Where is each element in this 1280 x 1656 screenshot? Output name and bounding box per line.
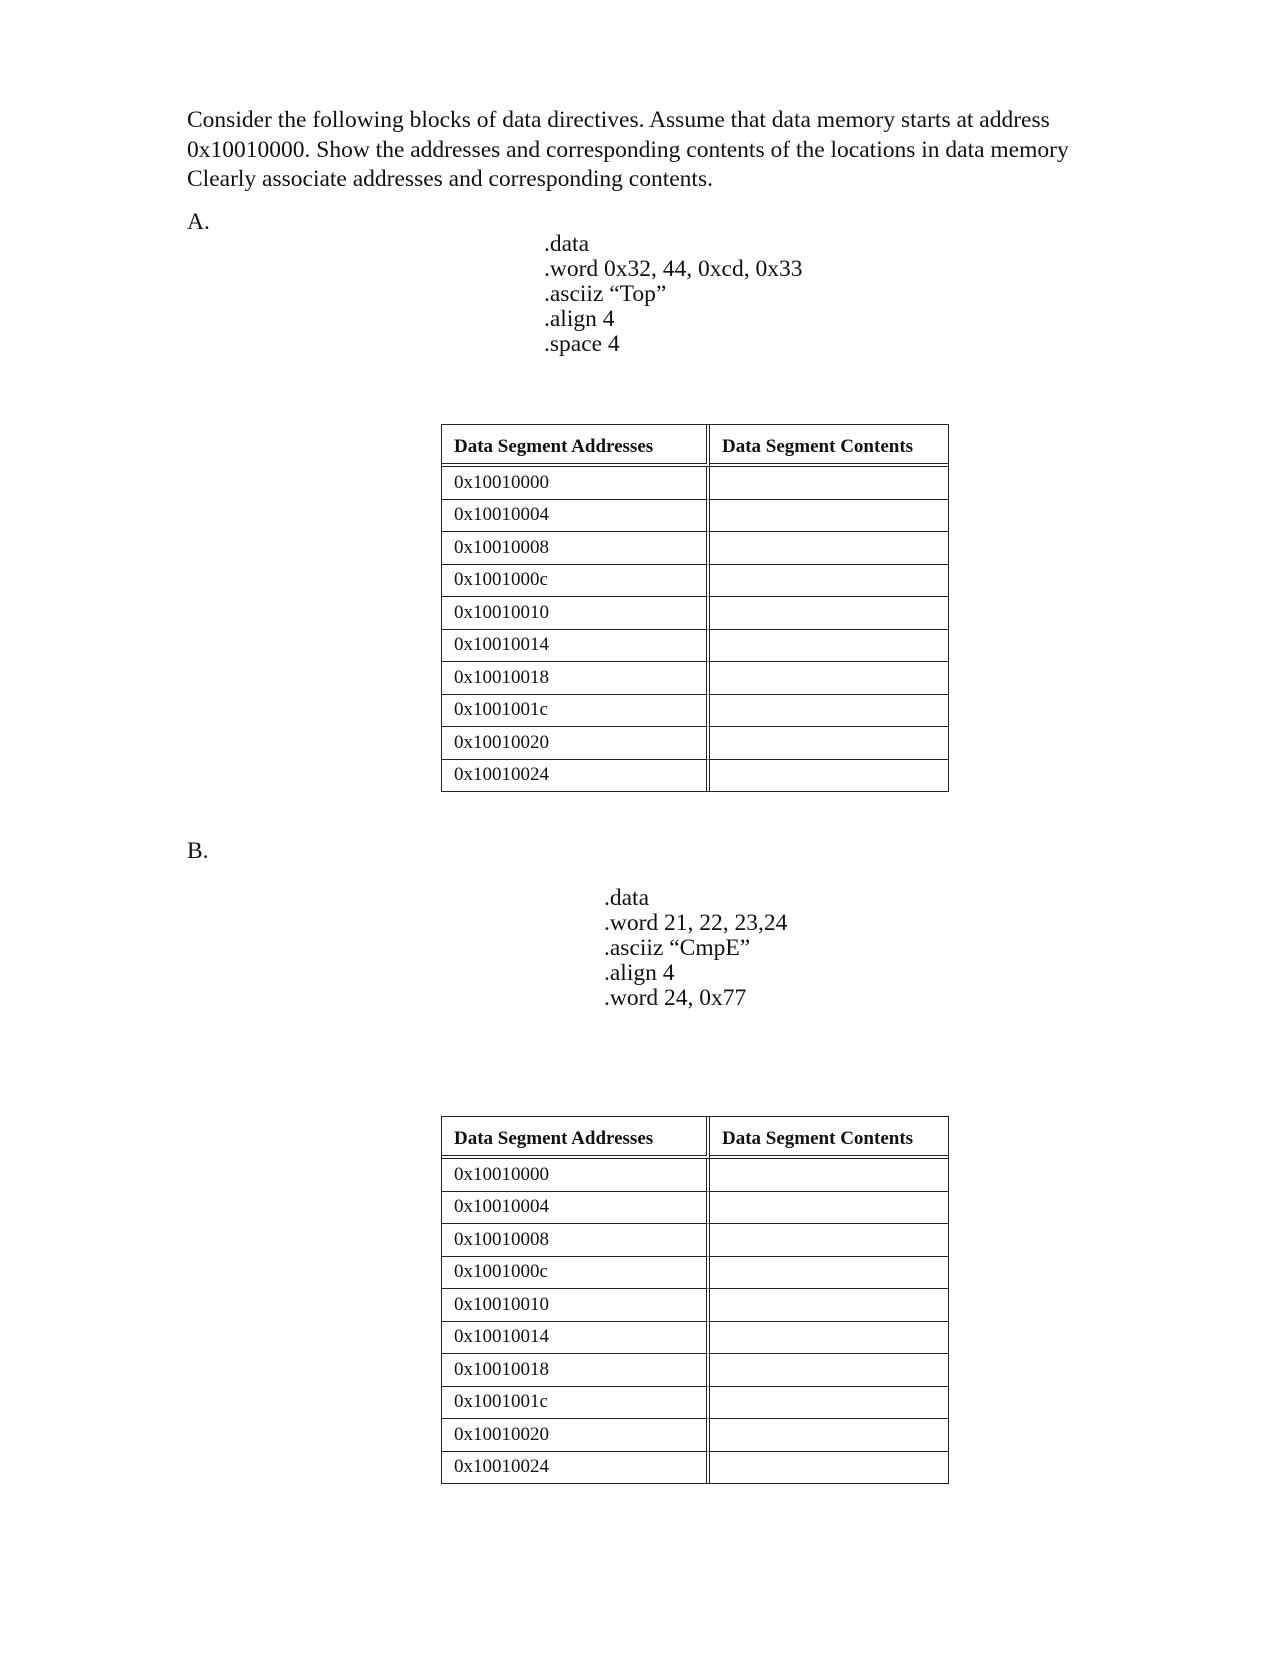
table-row [442, 565, 948, 598]
part-b-memory-table [441, 1116, 949, 1484]
code-line: .word 0x32, 44, 0xcd, 0x33 [544, 256, 803, 282]
address-cell: 0x10010024 [442, 760, 710, 792]
contents-cell[interactable] [710, 1289, 948, 1322]
table-row [442, 532, 948, 565]
table-row [442, 1289, 948, 1322]
code-line: .data [604, 885, 650, 911]
table-row [442, 630, 948, 663]
contents-cell[interactable] [710, 1322, 948, 1355]
table-header-row [442, 1117, 948, 1159]
contents-cell[interactable] [710, 760, 948, 792]
code-line: .asciiz “Top” [544, 281, 667, 307]
address-cell: 0x10010004 [442, 500, 710, 533]
table-row [442, 662, 948, 695]
table-header-row [442, 425, 948, 467]
table-row [442, 467, 948, 500]
problem-statement-line: 0x10010000. Show the addresses and corresponding contents of the locations in data memory [187, 136, 1069, 163]
problem-statement [187, 106, 1147, 195]
problem-statement-line: Consider the following blocks of data directives. Assume that data memory starts at address [187, 107, 1050, 133]
contents-cell[interactable] [710, 1387, 948, 1420]
contents-column-header: Data Segment Contents [710, 1117, 948, 1159]
contents-cell[interactable] [710, 1224, 948, 1257]
code-line: .asciiz “CmpE” [604, 935, 751, 961]
contents-cell[interactable] [710, 532, 948, 565]
code-line: .word 21, 22, 23,24 [604, 910, 788, 936]
code-line: .word 24, 0x77 [604, 985, 747, 1011]
address-cell: 0x10010000 [442, 1159, 710, 1192]
contents-cell[interactable] [710, 500, 948, 533]
table-row [442, 1322, 948, 1355]
code-line: .align 4 [544, 306, 615, 332]
address-cell: 0x10010018 [442, 662, 710, 695]
contents-cell[interactable] [710, 1419, 948, 1452]
address-cell: 0x10010008 [442, 532, 710, 565]
problem-statement-line: Clearly associate addresses and corresponding contents. [187, 166, 713, 192]
address-column-header: Data Segment Addresses [442, 425, 710, 467]
contents-cell[interactable] [710, 1192, 948, 1225]
address-cell: 0x10010004 [442, 1192, 710, 1225]
address-cell: 0x10010000 [442, 467, 710, 500]
address-cell: 0x10010010 [442, 1289, 710, 1322]
code-line: .data [544, 231, 590, 257]
address-cell: 0x10010010 [442, 597, 710, 630]
contents-cell[interactable] [710, 1354, 948, 1387]
contents-cell[interactable] [710, 630, 948, 663]
table-row [442, 1224, 948, 1257]
code-line: .align 4 [604, 960, 675, 986]
address-cell: 0x10010014 [442, 1322, 710, 1355]
contents-cell[interactable] [710, 565, 948, 598]
table-row [442, 1419, 948, 1452]
part-a-label: A. [187, 209, 210, 235]
table-row [442, 727, 948, 760]
contents-column-header: Data Segment Contents [710, 425, 948, 467]
code-line: .space 4 [544, 331, 620, 357]
table-row [442, 1192, 948, 1225]
table-row [442, 1387, 948, 1420]
contents-cell[interactable] [710, 727, 948, 760]
address-column-header: Data Segment Addresses [442, 1117, 710, 1159]
table-row [442, 1354, 948, 1387]
address-cell: 0x10010020 [442, 727, 710, 760]
address-cell: 0x10010018 [442, 1354, 710, 1387]
table-row [442, 500, 948, 533]
address-cell: 0x1001001c [442, 1387, 710, 1420]
contents-cell[interactable] [710, 695, 948, 728]
part-a-memory-table [441, 424, 949, 792]
address-cell: 0x10010014 [442, 630, 710, 663]
part-a-code-block [544, 232, 802, 357]
contents-cell[interactable] [710, 1159, 948, 1192]
part-b-label: B. [187, 838, 209, 864]
table-row [442, 1452, 948, 1484]
contents-cell[interactable] [710, 1257, 948, 1290]
table-row [442, 1257, 948, 1290]
table-row [442, 1159, 948, 1192]
address-cell: 0x1001000c [442, 565, 710, 598]
address-cell: 0x1001001c [442, 695, 710, 728]
table-row [442, 760, 948, 792]
table-row [442, 597, 948, 630]
contents-cell[interactable] [710, 662, 948, 695]
contents-cell[interactable] [710, 597, 948, 630]
table-row [442, 695, 948, 728]
address-cell: 0x10010024 [442, 1452, 710, 1484]
address-cell: 0x10010020 [442, 1419, 710, 1452]
address-cell: 0x10010008 [442, 1224, 710, 1257]
contents-cell[interactable] [710, 1452, 948, 1484]
contents-cell[interactable] [710, 467, 948, 500]
part-b-code-block [604, 886, 787, 1011]
address-cell: 0x1001000c [442, 1257, 710, 1290]
